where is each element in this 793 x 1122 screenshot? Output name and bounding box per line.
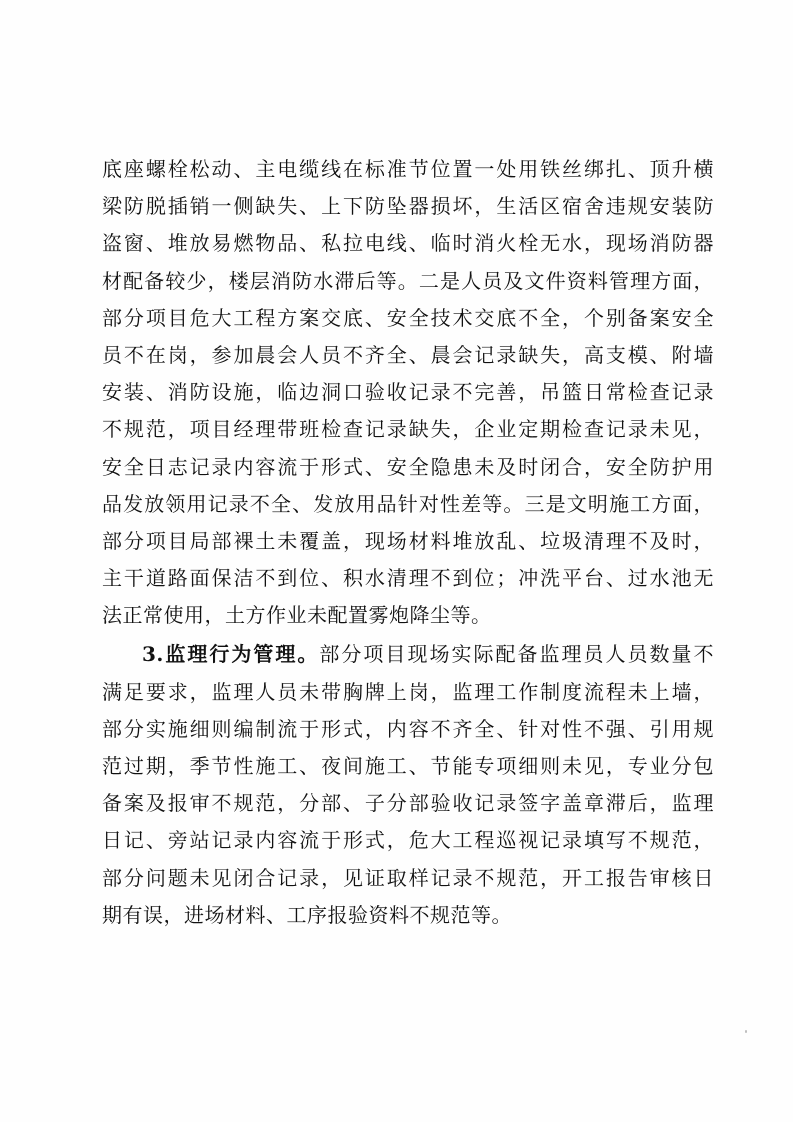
text-line: 盗窗、堆放易燃物品、私拉电线、临时消火栓无水，现场消防器 xyxy=(102,231,714,256)
text-line: 安全日志记录内容流于形式、安全隐患未及时闭合，安全防护用 xyxy=(102,454,714,479)
text-line: 底座螺栓松动、主电缆线在标准节位置一处用铁丝绑扎、顶升横 xyxy=(102,157,714,181)
text-line: 安装、消防设施，临边洞口验收记录不完善，吊篮日常检查记录 xyxy=(102,380,714,405)
document-body xyxy=(102,151,714,934)
text-line: 部分实施细则编制流于形式，内容不齐全、针对性不强、引用规 xyxy=(102,716,714,741)
text-run: 部分项目现场实际配备监理员人员数量不 xyxy=(319,642,714,667)
text-line: 员不在岗，参加晨会人员不齐全、晨会记录缺失，高支模、附墙 xyxy=(102,342,714,367)
text-line: 满足要求，监理人员未带胸牌上岗，监理工作制度流程未上墙， xyxy=(102,679,714,704)
text-line xyxy=(102,636,714,673)
text-line: 部分问题未见闭合记录，见证取样记录不规范，开工报告审核日 xyxy=(102,865,714,890)
paragraph-supervision-management xyxy=(102,636,714,934)
paragraph-site-safety-issues xyxy=(102,151,714,634)
text-line: 主干道路面保洁不到位、积水清理不到位；冲洗平台、过水池无 xyxy=(102,566,714,591)
text-line: 部分项目局部裸土未覆盖，现场材料堆放乱、垃圾清理不及时， xyxy=(102,528,714,553)
text-line: 备案及报审不规范，分部、子分部验收记录签字盖章滞后，监理 xyxy=(102,791,714,816)
text-line: 日记、旁站记录内容流于形式，危大工程巡视记录填写不规范， xyxy=(102,828,714,853)
text-line: 材配备较少，楼层消防水滞后等。二是人员及文件资料管理方面， xyxy=(102,268,714,293)
text-line: 期有误，进场材料、工序报验资料不规范等。 xyxy=(102,902,512,927)
text-line: 不规范，项目经理带班检查记录缺失，企业定期检查记录未见， xyxy=(102,417,714,442)
text-line: 梁防脱插销一侧缺失、上下防坠器损坏，生活区宿舍违规安装防 xyxy=(102,194,714,219)
scan-speck xyxy=(745,1030,747,1033)
text-line: 部分项目危大工程方案交底、安全技术交底不全，个别备案安全 xyxy=(102,305,714,330)
section-heading: 3.监理行为管理。 xyxy=(142,642,320,667)
text-line: 范过期，季节性施工、夜间施工、节能专项细则未见，专业分包 xyxy=(102,754,714,778)
text-line: 法正常使用，土方作业未配置雾炮降尘等。 xyxy=(102,603,492,628)
text-line: 品发放领用记录不全、发放用品针对性差等。三是文明施工方面， xyxy=(102,491,714,516)
